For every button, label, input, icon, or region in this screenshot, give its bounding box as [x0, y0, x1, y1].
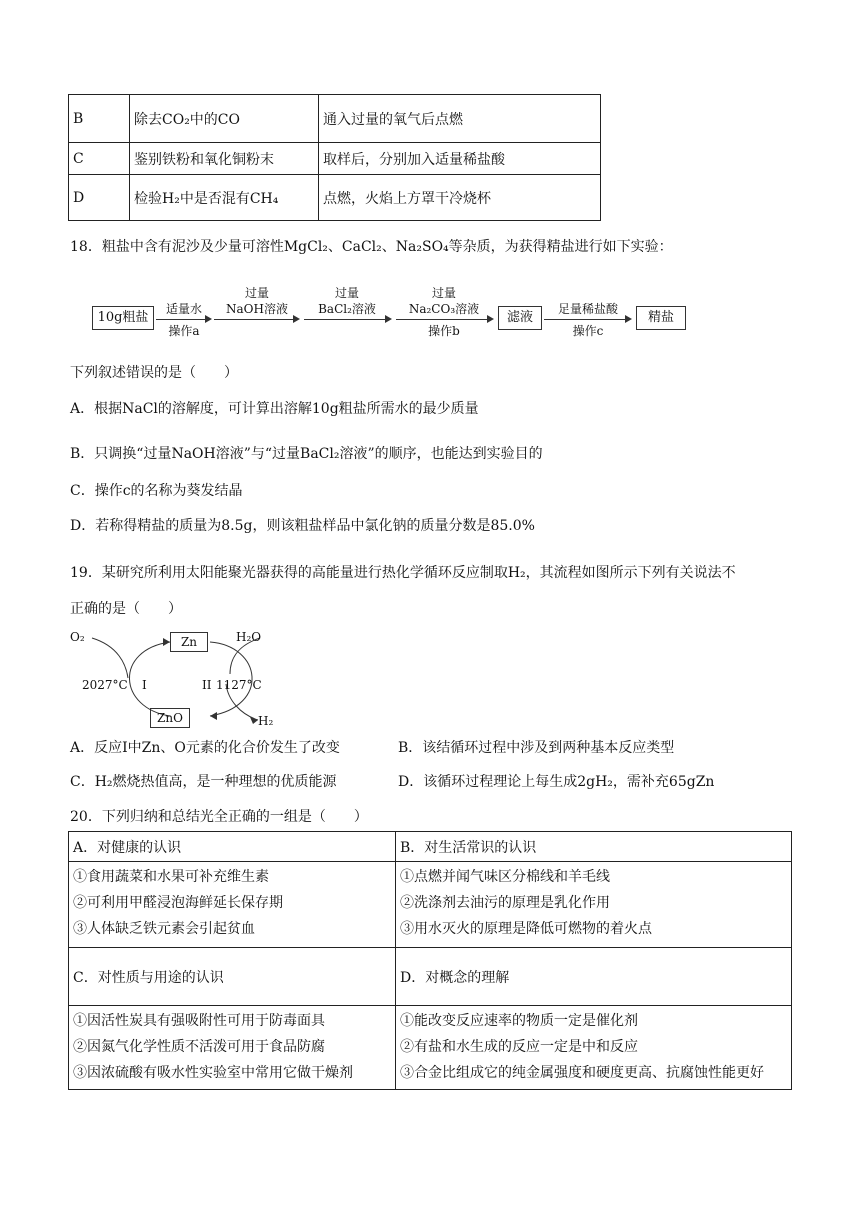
q20-b-item-3: ③用水灭火的原理是降低可燃物的着火点	[400, 921, 652, 937]
q20-b-title: B．对生活常识的认识	[396, 832, 792, 862]
q20-c-items	[69, 1006, 396, 1090]
q20-d-title: D．对概念的理解	[396, 948, 792, 1006]
option-b-purpose: 除去CO₂中的CO	[130, 95, 319, 143]
cycle-label-o2: O₂	[70, 630, 85, 644]
flow-arrow-3	[304, 319, 390, 320]
q17-options-table	[68, 94, 601, 221]
option-b-label: B	[69, 95, 130, 143]
q20-c-item-3: ③因浓硫酸有吸水性实验室中常用它做干燥剂	[73, 1065, 353, 1081]
cycle-label-temp2: 1127°C	[216, 678, 262, 692]
q20-d-items	[396, 1006, 792, 1090]
cycle-label-reaction1: I	[142, 678, 147, 692]
option-c-purpose: 鉴别铁粉和氧化铜粉末	[130, 143, 319, 175]
flow-arrow-1	[156, 319, 210, 320]
cycle-label-reaction2: II	[202, 678, 212, 692]
q20-d-item-1: ①能改变反应速率的物质一定是催化剂	[400, 1013, 638, 1029]
cycle-label-h2o: H₂O	[236, 630, 262, 644]
q20-a-items	[69, 862, 396, 948]
q18-option-b: B．只调换“过量NaOH溶液”与“过量BaCl₂溶液”的顺序，也能达到实验目的	[70, 446, 543, 462]
flow-arrow-4	[396, 319, 492, 320]
q20-b-item-1: ①点燃并闻气味区分棉线和羊毛线	[400, 869, 610, 885]
flow-step4-top2: Na₂CO₃溶液	[408, 302, 480, 316]
q19-option-a: A．反应Ⅰ中Zn、O元素的化合价发生了改变	[70, 740, 340, 756]
flow-step4-bottom: 操作b	[428, 324, 460, 338]
flow-arrow-5	[544, 319, 630, 320]
flow-step2-top2: NaOH溶液	[226, 302, 288, 316]
q20-a-item-2: ②可利用甲醛浸泡海鲜延长保存期	[73, 895, 283, 911]
q20-c-item-1: ①因活性炭具有强吸附性可用于防毒面具	[73, 1013, 325, 1029]
cycle-label-temp1: 2027°C	[82, 678, 128, 692]
option-d-purpose: 检验H₂中是否混有CH₄	[130, 175, 319, 221]
flow-step1-top: 适量水	[165, 302, 202, 316]
q18-option-a: A．根据NaCl的溶解度，可计算出溶解10g粗盐所需水的最少质量	[70, 401, 479, 417]
flow-start-box: 10g粗盐	[92, 306, 154, 330]
q20-a-item-3: ③人体缺乏铁元素会引起贫血	[73, 921, 255, 937]
q18-prompt: 下列叙述错误的是（ ）	[70, 365, 238, 381]
q19-stem-line2: 正确的是（ ）	[70, 601, 182, 617]
q20-c-item-2: ②因氮气化学性质不活泼可用于食品防腐	[73, 1039, 325, 1055]
flow-step5-top: 足量稀盐酸	[557, 302, 618, 316]
cycle-label-h2: H₂	[258, 714, 274, 728]
q20-a-item-1: ①食用蔬菜和水果可补充维生素	[73, 869, 269, 885]
option-c-method: 取样后，分别加入适量稀盐酸	[319, 143, 601, 175]
q19-cycle-diagram	[70, 628, 290, 728]
flow-step2-top1: 过量	[244, 286, 269, 300]
q20-options-table	[68, 831, 792, 1090]
q19-option-c: C．H₂燃烧热值高，是一种理想的优质能源	[70, 774, 337, 790]
q19-option-b: B．该结循环过程中涉及到两种基本反应类型	[398, 740, 675, 756]
q20-b-item-2: ②洗涤剂去油污的原理是乳化作用	[400, 895, 610, 911]
flow-step4-top1: 过量	[431, 286, 456, 300]
flow-filtrate-box: 滤液	[498, 306, 542, 330]
flow-end-box: 精盐	[636, 306, 686, 330]
q18-stem: 18．粗盐中含有泥沙及少量可溶性MgCl₂、CaCl₂、Na₂SO₄等杂质，为获得精盐进行如下实验：	[70, 239, 673, 255]
flow-arrow-2	[214, 319, 298, 320]
flow-step1-bottom: 操作a	[168, 324, 200, 338]
q20-d-item-2: ②有盐和水生成的反应一定是中和反应	[400, 1039, 638, 1055]
q18-option-c: C．操作c的名称为葵发结晶	[70, 483, 243, 499]
q18-option-d: D．若称得精盐的质量为8.5g，则该粗盐样品中氯化钠的质量分数是85.0%	[70, 518, 535, 534]
q20-c-title: C．对性质与用途的认识	[69, 948, 396, 1006]
option-d-label: D	[69, 175, 130, 221]
flow-step3-top2: BaCl₂溶液	[318, 302, 376, 316]
q20-stem: 20．下列归纳和总结光全正确的一组是（ ）	[70, 809, 368, 825]
q19-stem-line1: 19．某研究所利用太阳能聚光器获得的高能量进行热化学循环反应制取H₂，其流程如图所示下列有关说法不	[70, 565, 736, 581]
cycle-box-zno: ZnO	[150, 708, 190, 728]
cycle-box-zn: Zn	[170, 632, 208, 652]
option-b-method: 通入过量的氧气后点燃	[319, 95, 601, 143]
flow-step3-top1: 过量	[334, 286, 359, 300]
q20-b-items	[396, 862, 792, 948]
q19-option-d: D．该循环过程理论上每生成2gH₂，需补充65gZn	[398, 774, 715, 790]
q20-d-item-3: ③合金比组成它的纯金属强度和硬度更高、抗腐蚀性能更好	[400, 1065, 764, 1081]
option-c-label: C	[69, 143, 130, 175]
q20-a-title: A．对健康的认识	[69, 832, 396, 862]
flow-step5-bottom: 操作c	[572, 324, 604, 338]
option-d-method: 点燃，火焰上方罩干冷烧杯	[319, 175, 601, 221]
